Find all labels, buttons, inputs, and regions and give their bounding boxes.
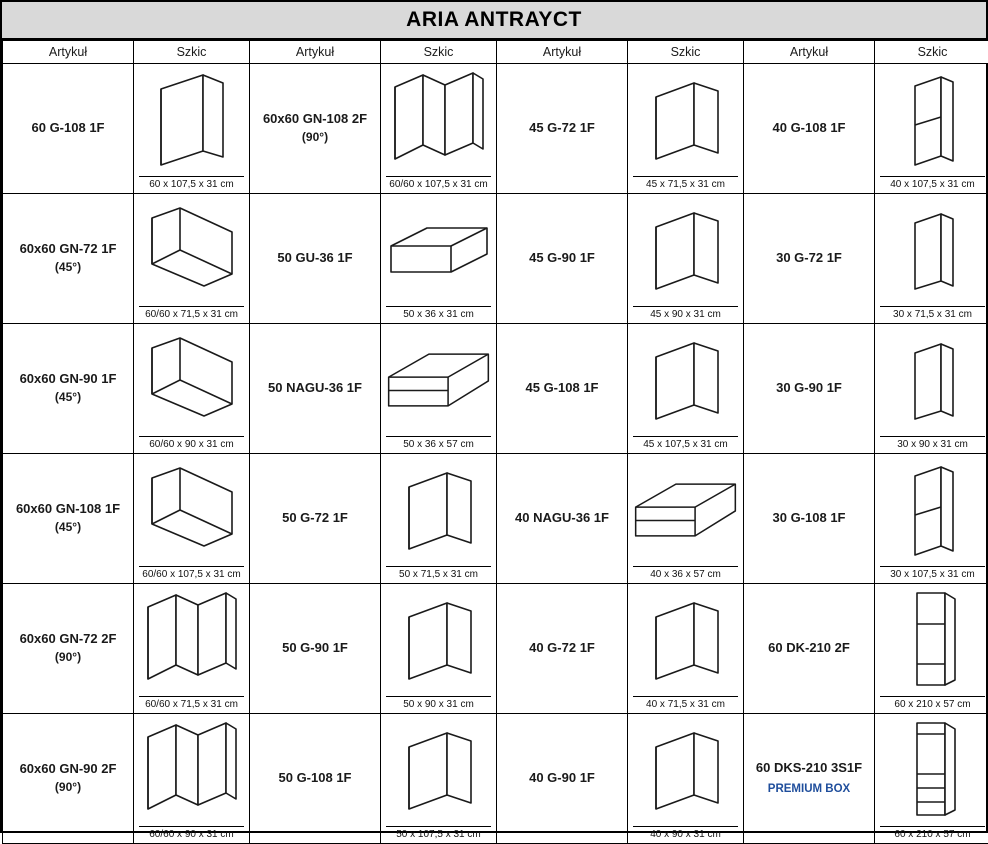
- cabinet-box-single-icon: [628, 64, 743, 176]
- cabinet-box-single-icon: [381, 454, 496, 566]
- product-dimensions: 60/60 x 71,5 x 31 cm: [139, 696, 245, 713]
- product-sketch-cell: [381, 584, 497, 714]
- product-code-cell: [497, 714, 628, 844]
- product-code: 40 G-90 1F: [529, 770, 595, 785]
- cabinet-box-single-icon: [381, 714, 496, 826]
- cabinet-corner-90-two-door-icon: [381, 64, 496, 176]
- cabinet-column-2door-icon: [875, 584, 988, 696]
- product-sketch-cell: [381, 194, 497, 324]
- sketch-wrapper: [628, 324, 743, 453]
- product-dimensions: 45 x 90 x 31 cm: [633, 306, 739, 323]
- table-row: [3, 324, 988, 454]
- cabinet-narrow-tall-icon: [875, 64, 988, 176]
- sketch-wrapper: [628, 584, 743, 713]
- product-dimensions: 50 x 36 x 57 cm: [386, 436, 492, 453]
- sketch-wrapper: [628, 454, 743, 583]
- cabinet-narrow-tall-icon: [875, 454, 988, 566]
- product-code: 45 G-72 1F: [529, 120, 595, 135]
- table-row: [3, 454, 988, 584]
- sketch-wrapper: [381, 584, 496, 713]
- product-code-cell: [744, 454, 875, 584]
- product-sketch-cell: [875, 714, 988, 844]
- product-dimensions: 30 x 107,5 x 31 cm: [880, 566, 986, 583]
- product-sketch-cell: [875, 64, 988, 194]
- product-sketch-cell: [628, 194, 744, 324]
- sketch-wrapper: [875, 454, 988, 583]
- product-dimensions: 45 x 71,5 x 31 cm: [633, 176, 739, 193]
- sketch-wrapper: [381, 194, 496, 323]
- cabinet-corner-90-two-door-icon: [134, 714, 249, 826]
- column-header-artykul-3: Artykuł: [497, 41, 628, 64]
- product-code-cell: [497, 584, 628, 714]
- product-code: 40 NAGU-36 1F: [515, 510, 609, 525]
- product-sketch-cell: [381, 324, 497, 454]
- cabinet-corner-45-icon: [134, 194, 249, 306]
- cabinet-box-single-icon: [628, 324, 743, 436]
- sketch-wrapper: [381, 454, 496, 583]
- table-row: [3, 194, 988, 324]
- product-angle: (90°): [250, 129, 380, 146]
- product-angle: (45°): [3, 519, 133, 536]
- product-code: 40 G-72 1F: [529, 640, 595, 655]
- product-code-cell: [744, 64, 875, 194]
- product-code: 60x60 GN-108 2F: [263, 111, 367, 126]
- product-code: 60x60 GN-72 2F: [20, 631, 117, 646]
- sketch-wrapper: [134, 714, 249, 843]
- cabinet-wide-low-icon: [381, 194, 496, 306]
- product-dimensions: 50 x 71,5 x 31 cm: [386, 566, 492, 583]
- product-code-cell: [250, 194, 381, 324]
- product-code: 50 G-90 1F: [282, 640, 348, 655]
- product-code-cell: [497, 454, 628, 584]
- sketch-wrapper: [134, 324, 249, 453]
- product-sketch-cell: [134, 324, 250, 454]
- product-dimensions: 30 x 71,5 x 31 cm: [880, 306, 986, 323]
- product-code: 50 G-72 1F: [282, 510, 348, 525]
- product-sketch-cell: [628, 454, 744, 584]
- product-dimensions: 60 x 107,5 x 31 cm: [139, 176, 245, 193]
- product-dimensions: 60/60 x 107,5 x 31 cm: [139, 566, 245, 583]
- product-code-cell: [744, 324, 875, 454]
- product-sketch-cell: [628, 324, 744, 454]
- product-sketch-cell: [628, 584, 744, 714]
- cabinet-corner-45-icon: [134, 454, 249, 566]
- product-code-cell: [3, 584, 134, 714]
- product-code-cell: [250, 64, 381, 194]
- product-code-cell: [3, 454, 134, 584]
- cabinet-column-drawers-icon: [875, 714, 988, 826]
- product-dimensions: 50 x 36 x 31 cm: [386, 306, 492, 323]
- cabinet-corner-45-icon: [134, 324, 249, 436]
- product-sketch-cell: [134, 454, 250, 584]
- product-code: 60x60 GN-72 1F: [20, 241, 117, 256]
- product-sketch-cell: [381, 454, 497, 584]
- product-dimensions: 40 x 71,5 x 31 cm: [633, 696, 739, 713]
- product-code-cell: [250, 454, 381, 584]
- product-code-cell: [744, 194, 875, 324]
- product-dimensions: 60/60 x 71,5 x 31 cm: [139, 306, 245, 323]
- product-code-cell: [497, 194, 628, 324]
- sketch-wrapper: [381, 64, 496, 193]
- product-code-cell: [3, 714, 134, 844]
- cabinet-box-single-icon: [628, 714, 743, 826]
- sketch-wrapper: [875, 714, 988, 843]
- product-sketch-cell: [875, 454, 988, 584]
- product-table: [2, 40, 988, 844]
- product-dimensions: 60/60 x 90 x 31 cm: [139, 436, 245, 453]
- sketch-wrapper: [875, 194, 988, 323]
- product-code-cell: [497, 64, 628, 194]
- product-code: 45 G-90 1F: [529, 250, 595, 265]
- sketch-wrapper: [134, 64, 249, 193]
- product-code: 50 GU-36 1F: [277, 250, 352, 265]
- sketch-wrapper: [875, 584, 988, 713]
- product-sketch-cell: [875, 584, 988, 714]
- product-sketch-cell: [381, 714, 497, 844]
- product-code: 40 G-108 1F: [773, 120, 846, 135]
- product-code: 45 G-108 1F: [526, 380, 599, 395]
- product-sketch-cell: [381, 64, 497, 194]
- product-code: 30 G-72 1F: [776, 250, 842, 265]
- product-dimensions: 60/60 x 107,5 x 31 cm: [386, 176, 492, 193]
- product-sketch-cell: [875, 194, 988, 324]
- product-dimensions: 60/60 x 90 x 31 cm: [139, 826, 245, 843]
- product-code-cell: [744, 714, 875, 844]
- product-dimensions: 40 x 107,5 x 31 cm: [880, 176, 986, 193]
- product-sketch-cell: [134, 64, 250, 194]
- premium-box-badge: PREMIUM BOX: [744, 781, 874, 798]
- product-sketch-cell: [134, 714, 250, 844]
- product-code: 60x60 GN-90 2F: [20, 761, 117, 776]
- table-row: [3, 714, 988, 844]
- product-code: 60 DKS-210 3S1F: [756, 760, 862, 775]
- cabinet-narrow-icon: [875, 194, 988, 306]
- product-sketch-cell: [628, 714, 744, 844]
- product-dimensions: 45 x 107,5 x 31 cm: [633, 436, 739, 453]
- cabinet-box-single-icon: [381, 584, 496, 696]
- product-code: 50 NAGU-36 1F: [268, 380, 362, 395]
- cabinet-deep-low-icon: [381, 324, 496, 436]
- product-sketch-cell: [875, 324, 988, 454]
- product-code: 60x60 GN-90 1F: [20, 371, 117, 386]
- cabinet-box-single-icon: [628, 194, 743, 306]
- product-code-cell: [250, 584, 381, 714]
- sheet-title-bar: [2, 2, 986, 40]
- product-code: 60 G-108 1F: [32, 120, 105, 135]
- product-code-cell: [3, 64, 134, 194]
- product-angle: (45°): [3, 259, 133, 276]
- product-angle: (45°): [3, 389, 133, 406]
- product-code-cell: [744, 584, 875, 714]
- cabinet-corner-90-two-door-icon: [134, 584, 249, 696]
- product-dimensions: 30 x 90 x 31 cm: [880, 436, 986, 453]
- product-code-cell: [250, 714, 381, 844]
- sketch-wrapper: [134, 584, 249, 713]
- cabinet-tall-single-icon: [134, 64, 249, 176]
- product-sketch-cell: [134, 194, 250, 324]
- sketch-wrapper: [381, 714, 496, 843]
- sketch-wrapper: [628, 714, 743, 843]
- sketch-wrapper: [134, 194, 249, 323]
- product-angle: (90°): [3, 649, 133, 666]
- sketch-wrapper: [628, 194, 743, 323]
- table-row: [3, 64, 988, 194]
- column-header-artykul-1: Artykuł: [3, 41, 134, 64]
- product-code: 60x60 GN-108 1F: [16, 501, 120, 516]
- product-code: 60 DK-210 2F: [768, 640, 850, 655]
- product-code-cell: [250, 324, 381, 454]
- product-code: 30 G-108 1F: [773, 510, 846, 525]
- product-dimensions: 50 x 90 x 31 cm: [386, 696, 492, 713]
- product-dimensions: 40 x 90 x 31 cm: [633, 826, 739, 843]
- product-code-cell: [3, 194, 134, 324]
- product-code: 50 G-108 1F: [279, 770, 352, 785]
- product-dimensions: 60 x 210 x 57 cm: [880, 696, 986, 713]
- product-sketch-cell: [134, 584, 250, 714]
- column-header-artykul-2: Artykuł: [250, 41, 381, 64]
- sketch-wrapper: [381, 324, 496, 453]
- product-dimensions: 50 x 107,5 x 31 cm: [386, 826, 492, 843]
- column-header-szkic-2: Szkic: [381, 41, 497, 64]
- table-body: [3, 64, 988, 844]
- cabinet-box-single-icon: [628, 584, 743, 696]
- table-header-row: [3, 41, 988, 64]
- product-code: 30 G-90 1F: [776, 380, 842, 395]
- column-header-szkic-1: Szkic: [134, 41, 250, 64]
- sketch-wrapper: [628, 64, 743, 193]
- cabinet-narrow-icon: [875, 324, 988, 436]
- column-header-artykul-4: Artykuł: [744, 41, 875, 64]
- page-title: ARIA ANTRAYCT: [406, 8, 582, 32]
- product-code-cell: [3, 324, 134, 454]
- table-row: [3, 584, 988, 714]
- column-header-szkic-3: Szkic: [628, 41, 744, 64]
- sketch-wrapper: [875, 324, 988, 453]
- product-dimensions: 40 x 36 x 57 cm: [633, 566, 739, 583]
- product-angle: (90°): [3, 779, 133, 796]
- product-code-cell: [497, 324, 628, 454]
- cabinet-deep-low-icon: [628, 454, 743, 566]
- column-header-szkic-4: Szkic: [875, 41, 988, 64]
- product-sketch-cell: [628, 64, 744, 194]
- sketch-wrapper: [875, 64, 988, 193]
- product-dimensions: 60 x 210 x 57 cm: [880, 826, 986, 843]
- sketch-wrapper: [134, 454, 249, 583]
